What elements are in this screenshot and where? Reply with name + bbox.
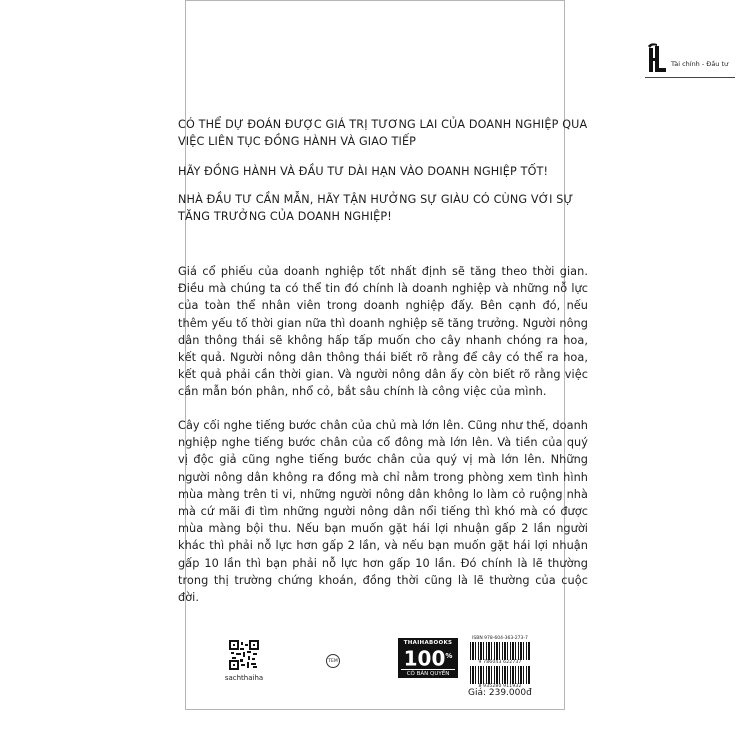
copyright-badge (398, 638, 458, 678)
body-paragraph-1: Giá cổ phiếu của doanh nghiệp tốt nhất định sẽ tăng theo thời gian. Điều mà chúng ta có thể tin đó chính là doanh nghiệp và những nỗ lực của toàn thể nhân viên trong doanh nghiệp đấy. Bên cạnh đó, nếu thêm yếu tố thời gian nữa thì doanh nghiệp sẽ tăng trưởng. Người nông dân thông thái sẽ không hấp tấp muốn cho cây nhanh chóng ra hoa, kết quả. Người nông dân thông thái biết rõ rằng để cây có thể ra hoa, kết quả phải cần thời gian. Và người nông dân ấy còn biết rõ rằng việc cần mẫn bón phân, nhổ cỏ, bắt sâu chính là công việc của mình. (178, 265, 588, 399)
badge-brand: THAIHABOOKS (403, 640, 453, 646)
isbn-label: ISBN 978-604-363-273-7 (472, 636, 528, 641)
badge-number (401, 646, 455, 669)
barcode-2-digits: 8 935280 911932 (478, 684, 522, 689)
barcode-icon (470, 642, 530, 660)
badge-number-value: 100 (403, 646, 446, 671)
barcode-1-digits: 9 786043 622737 (478, 660, 522, 665)
qr-label: sachthaiha (224, 674, 264, 682)
category-label: Tài chính - Đầu tư (671, 60, 729, 68)
badge-caption: CÓ BẢN QUYỀN (401, 669, 455, 677)
logo-divider (645, 77, 735, 78)
headline-3: NHÀ ĐẦU TƯ CẦN MẪN, HÃY TẬN HƯỞNG SỰ GIÀU CÓ CÙNG VỚI SỰ TĂNG TRƯỞNG CỦA DOANH NGHIỆP! (178, 193, 574, 223)
publisher-logo-icon (645, 42, 667, 74)
qr-code-icon (229, 640, 259, 670)
body-paragraph-2: Cây cối nghe tiếng bước chân của chủ mà lớn lên. Cũng như thế, doanh nghiệp nghe tiếng bước chân của cổ đông mà lớn lên. Và tiền của quý vị độc giả cũng nghe tiếng bước chân của quý vị mà lớn lên. Những người nông dân không ra đồng mà chỉ nằm trong phòng xem tình hình mùa màng trên ti vi, những người nông dân không lo làm cỏ ruộng nhà mà cứ mãi đi tìm những người nông dân nổi tiếng thì khó mà có được mùa màng bội thu. Nếu bạn muốn gặt hái lợi nhuận gấp 2 lần người khác thì phải nỗ lực hơn gấp 2 lần, và nếu bạn muốn gặt hái lợi nhuận gấp 10 lần thì bạn phải nỗ lực hơn gấp 10 lần. Đó chính là lẽ thường trong thị trường chứng khoán, đồng thời cũng là lẽ thường của cuộc đời. (178, 419, 588, 605)
price-label: Giá: 239.000đ (468, 688, 532, 698)
publisher-logo (645, 42, 735, 78)
badge-percent: % (445, 652, 453, 660)
headline-2: HÃY ĐỒNG HÀNH VÀ ĐẦU TƯ DÀI HẠN VÀO DOANH NGHIỆP TỐT! (178, 165, 549, 178)
barcode-2-icon (470, 666, 530, 684)
isbn-barcode-block (470, 636, 530, 689)
headline-1: CÓ THỂ DỰ ĐOÁN ĐƯỢC GIÁ TRỊ TƯƠNG LAI CỦA DOANH NGHIỆP QUA VIỆC LIÊN TỤC ĐỒNG HÀNH VÀ GIAO TIẾP (178, 118, 588, 148)
stamp-icon: TEM (326, 654, 340, 668)
